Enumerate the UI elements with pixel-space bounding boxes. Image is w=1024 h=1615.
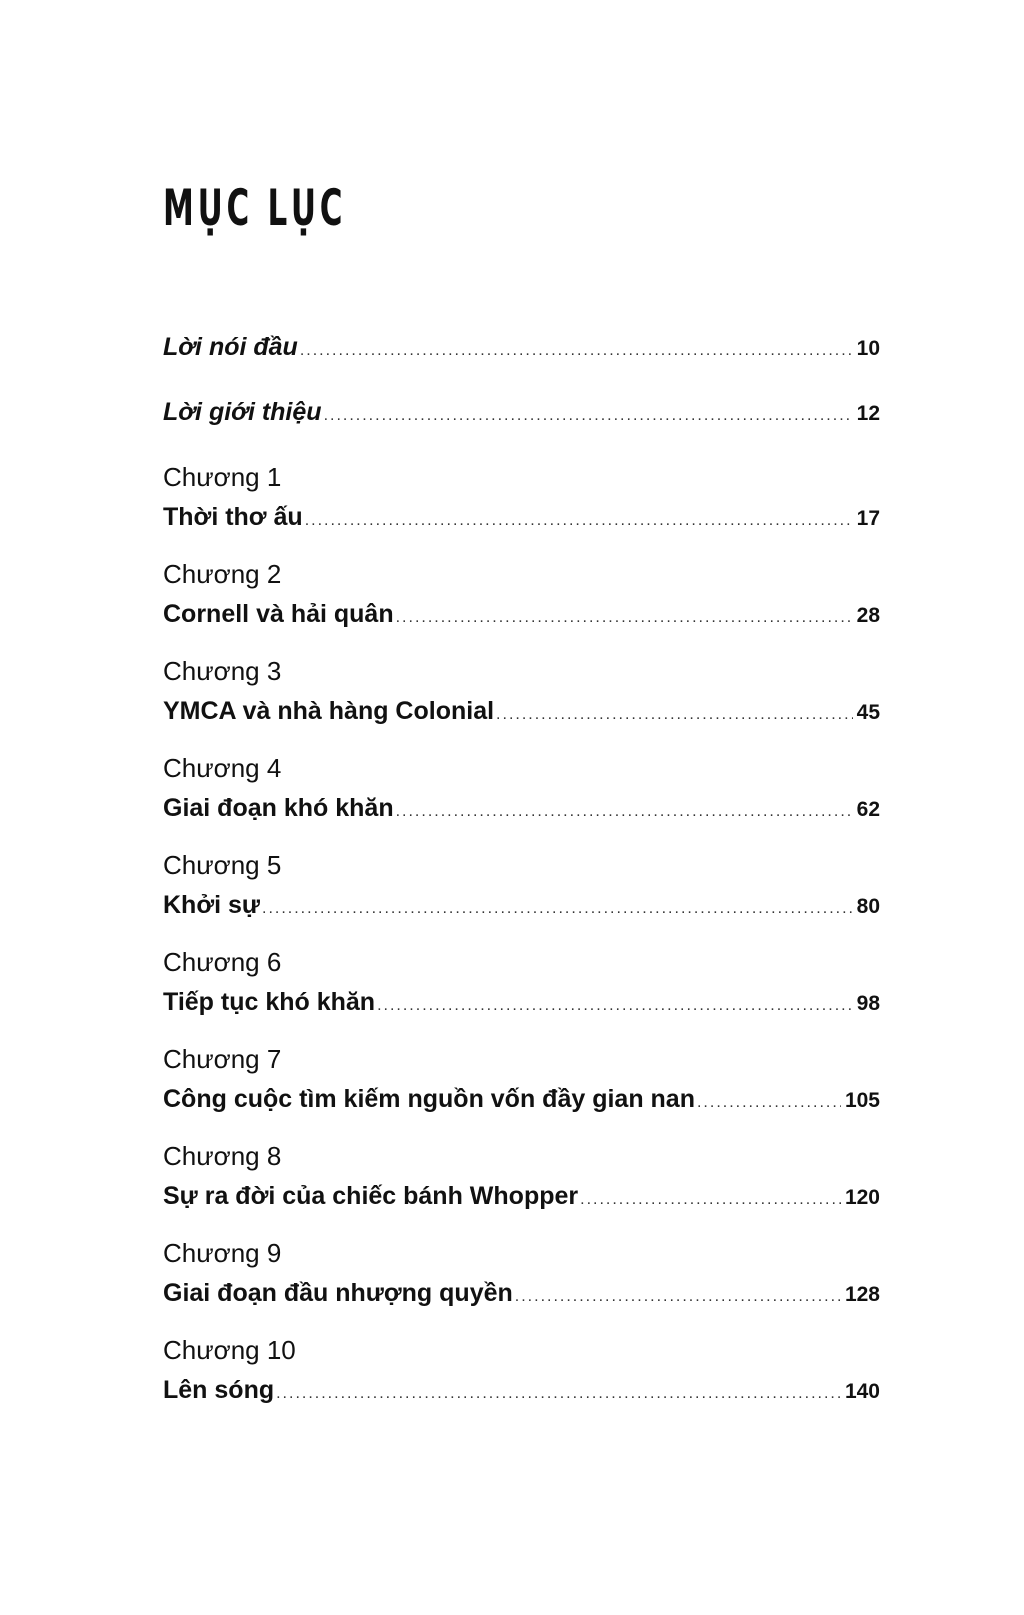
chapter-label: Chương 10	[163, 1335, 296, 1365]
dot-leader	[324, 396, 853, 436]
chapter-label: Chương 8	[163, 1141, 282, 1171]
entry-title: Lời giới thiệu	[163, 398, 322, 426]
toc-entry-introduction[interactable]	[163, 392, 880, 432]
chapter-label: Chương 9	[163, 1238, 282, 1268]
chapter-label: Chương 5	[163, 850, 282, 880]
chapter-title: Cornell và hải quân	[163, 600, 394, 628]
toc-row	[163, 1176, 880, 1216]
chapter-title: Sự ra đời của chiếc bánh Whopper	[163, 1182, 579, 1210]
toc-entry-chapter-2[interactable]	[163, 554, 880, 634]
page-number: 62	[856, 798, 880, 821]
chapter-title: YMCA và nhà hàng Colonial	[163, 697, 495, 725]
page-number: 45	[856, 701, 880, 724]
dot-leader	[300, 331, 853, 371]
page-number: 12	[856, 402, 880, 425]
toc-row	[163, 1079, 880, 1119]
page-number: 17	[856, 507, 880, 530]
dot-leader	[276, 1374, 841, 1414]
page-number: 120	[844, 1186, 880, 1209]
toc-entry-chapter-10[interactable]	[163, 1330, 880, 1410]
dot-leader	[305, 501, 853, 541]
toc-entry-chapter-6[interactable]	[163, 942, 880, 1022]
page-number: 10	[856, 337, 880, 360]
chapter-label: Chương 4	[163, 753, 282, 783]
chapter-label: Chương 7	[163, 1044, 282, 1074]
page-title: MỤC LỤC	[163, 179, 347, 237]
dot-leader	[697, 1083, 841, 1123]
page-number: 98	[856, 992, 880, 1015]
page-number: 105	[844, 1089, 880, 1112]
chapter-title: Giai đoạn khó khăn	[163, 794, 394, 822]
toc-entry-chapter-5[interactable]	[163, 845, 880, 925]
dot-leader	[496, 695, 853, 735]
toc-entry-chapter-4[interactable]	[163, 748, 880, 828]
toc-row	[163, 982, 880, 1022]
toc-row	[163, 327, 880, 367]
toc-row	[163, 788, 880, 828]
chapter-title: Công cuộc tìm kiếm nguồn vốn đầy gian nan	[163, 1085, 695, 1113]
chapter-title: Tiếp tục khó khăn	[163, 988, 376, 1016]
chapter-label: Chương 2	[163, 559, 282, 589]
page-number: 140	[844, 1380, 880, 1403]
table-of-contents	[163, 327, 880, 1427]
page-number: 80	[856, 895, 880, 918]
chapter-title: Khởi sự	[163, 891, 260, 919]
chapter-title: Thời thơ ấu	[163, 503, 303, 531]
toc-entry-chapter-9[interactable]	[163, 1233, 880, 1313]
toc-entry-chapter-7[interactable]	[163, 1039, 880, 1119]
toc-row	[163, 1370, 880, 1410]
dot-leader	[515, 1277, 841, 1317]
toc-entry-foreword[interactable]	[163, 327, 880, 367]
toc-row	[163, 691, 880, 731]
toc-row	[163, 1273, 880, 1313]
chapter-title: Lên sóng	[163, 1376, 275, 1404]
dot-leader	[262, 889, 853, 929]
dot-leader	[377, 986, 853, 1026]
dot-leader	[396, 792, 853, 832]
toc-row	[163, 885, 880, 925]
dot-leader	[396, 598, 853, 638]
page-number: 28	[856, 604, 880, 627]
page-number: 128	[844, 1283, 880, 1306]
toc-entry-chapter-1[interactable]	[163, 457, 880, 537]
chapter-title: Giai đoạn đầu nhượng quyền	[163, 1279, 513, 1307]
toc-row	[163, 392, 880, 432]
dot-leader	[580, 1180, 841, 1220]
toc-entry-chapter-8[interactable]	[163, 1136, 880, 1216]
toc-entry-chapter-3[interactable]	[163, 651, 880, 731]
chapter-label: Chương 3	[163, 656, 282, 686]
toc-row	[163, 497, 880, 537]
chapter-label: Chương 6	[163, 947, 282, 977]
chapter-label: Chương 1	[163, 462, 282, 492]
toc-row	[163, 594, 880, 634]
entry-title: Lời nói đầu	[163, 333, 298, 361]
